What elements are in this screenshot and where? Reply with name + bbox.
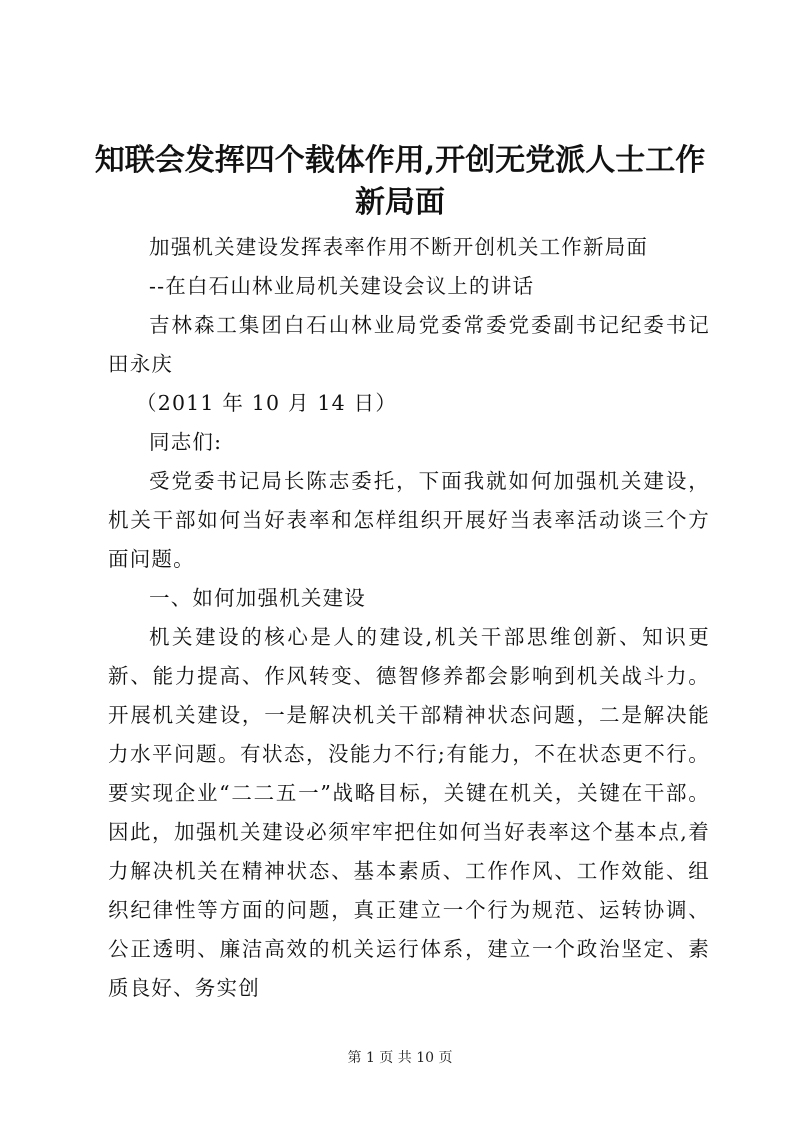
intro-paragraph: 受党委书记局长陈志委托，下面我就如何加强机关建设，机关干部如何当好表率和怎样组织开展好当表率活动谈三个方面问题。: [108, 469, 710, 571]
speech-heading: 加强机关建设发挥表率作用不断开创机关工作新局面: [149, 235, 649, 259]
speech-date: （2011 年 10 月 14 日）: [136, 391, 398, 415]
page-footer: 第 1 页 共 10 页: [347, 1050, 453, 1066]
body-paragraph: 机关建设的核心是人的建设,机关干部思维创新、知识更新、能力提高、作风转变、德智修养都会影响到机关战斗力。开展机关建设，一是解决机关干部精神状态问题，二是解决能力水平问题。有状态，没能力不行;有能力，不在状态更不行。要实现企业“二二五一”战略目标，关键在机关，关键在干部。因此，加强机关建设必须牢牢把住如何当好表率这个基本点,着力解决机关在精神状态、基本素质、工作作风、工作效能、组织纪律性等方面的问题，真正建立一个行为规范、运转协调、公正透明、廉洁高效的机关运行体系，建立一个政治坚定、素质良好、务实创: [108, 625, 710, 1000]
speech-subheading: --在白石山林业局机关建设会议上的讲话: [149, 274, 535, 298]
document-title: 知联会发挥四个载体作用,开创无党派人士工作新局面: [94, 143, 706, 220]
salutation: 同志们:: [149, 430, 223, 454]
document-body: [108, 228, 710, 1008]
speaker-line: 吉林森工集团白石山林业局党委常委党委副书记纪委书记田永庆: [108, 313, 710, 376]
section-heading: 一、如何加强机关建设: [149, 586, 366, 610]
